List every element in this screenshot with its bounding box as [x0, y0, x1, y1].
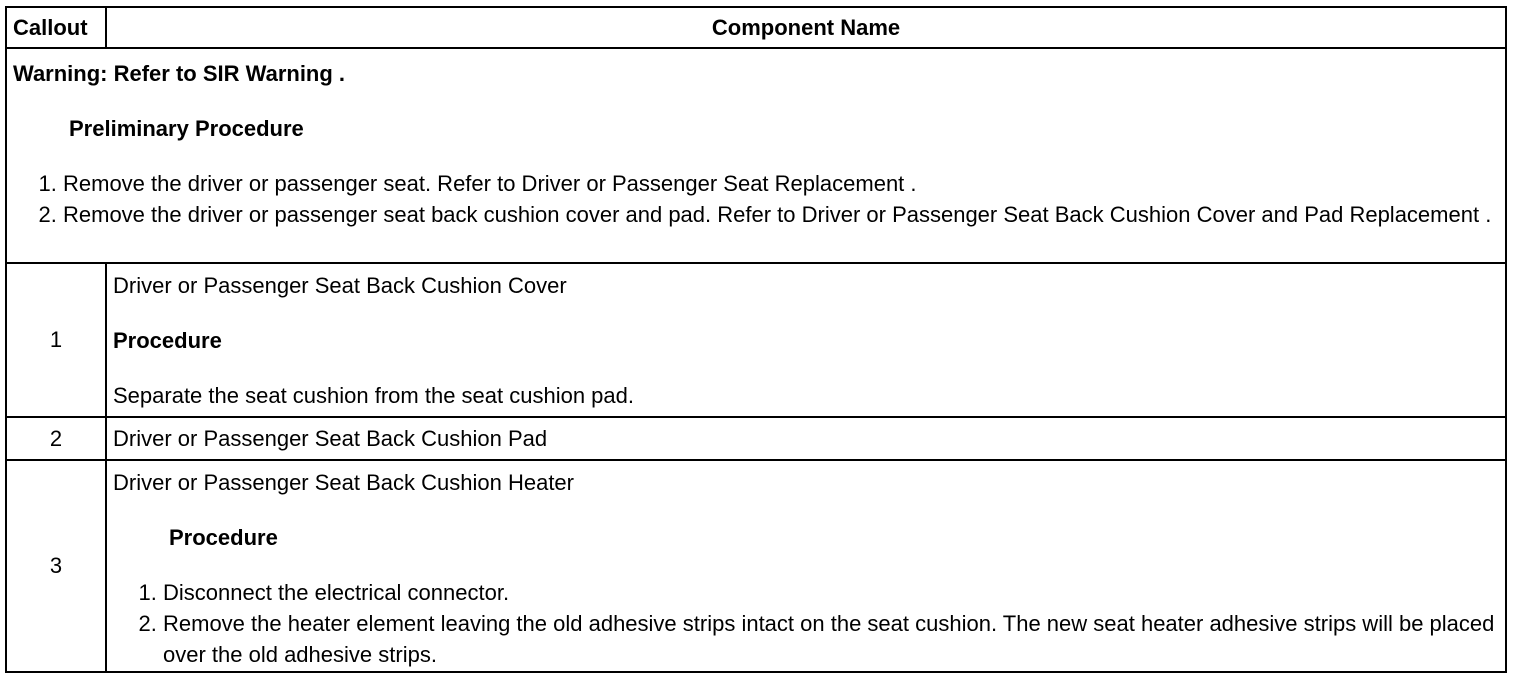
component-cell	[106, 460, 1506, 672]
header-row	[6, 7, 1506, 48]
callout-number: 2	[6, 417, 106, 460]
procedure-text: Separate the seat cushion from the seat cushion pad.	[113, 383, 634, 408]
component-name: Driver or Passenger Seat Back Cushion Cover	[113, 273, 567, 298]
component-name: Driver or Passenger Seat Back Cushion Pad	[113, 426, 548, 451]
procedure-step: 1. Disconnect the electrical connector.	[163, 577, 1505, 608]
component-cell	[106, 263, 1506, 417]
component-name-header: Component Name	[106, 7, 1506, 48]
preliminary-step: 1. Remove the driver or passenger seat. Refer to Driver or Passenger Seat Replacement .	[63, 168, 1505, 199]
procedure-step: 2. Remove the heater element leaving the old adhesive strips intact on the seat cushion. The new seat heater adhesive strips will be placed over the old adhesive strips.	[163, 608, 1505, 670]
procedure-steps	[107, 577, 1505, 670]
table-row	[6, 263, 1506, 417]
component-table	[5, 6, 1507, 673]
table-row	[6, 460, 1506, 672]
preliminary-procedure-heading: Preliminary Procedure	[69, 116, 304, 141]
component-name: Driver or Passenger Seat Back Cushion Heater	[113, 470, 574, 495]
table-row	[6, 417, 1506, 460]
sir-warning: Warning: Refer to SIR Warning .	[13, 61, 346, 86]
preliminary-steps	[7, 168, 1505, 230]
procedure-heading: Procedure	[113, 328, 222, 353]
callout-number: 3	[6, 460, 106, 672]
component-cell	[106, 417, 1506, 460]
preliminary-cell	[6, 48, 1506, 263]
callout-number: 1	[6, 263, 106, 417]
preliminary-row	[6, 48, 1506, 263]
preliminary-step: 2. Remove the driver or passenger seat back cushion cover and pad. Refer to Driver or Passenger Seat Back Cushion Cover and Pad Replacement .	[63, 199, 1505, 230]
procedure-heading: Procedure	[169, 525, 278, 550]
callout-header: Callout	[6, 7, 106, 48]
